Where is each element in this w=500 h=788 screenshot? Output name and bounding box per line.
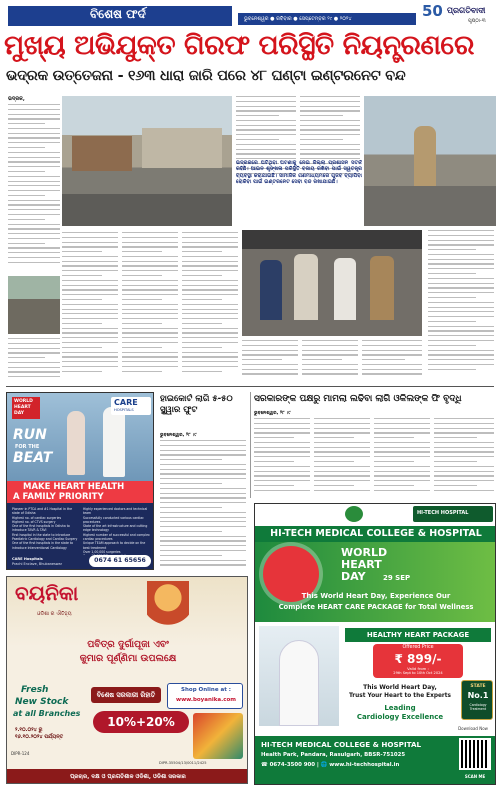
lead-col1-lower-text: [8, 338, 60, 382]
govt-col3-text: [374, 418, 430, 498]
ad-care-address-title: CARE Hospitals: [12, 557, 43, 561]
lead-subheadline: ଭଦ୍ରକ ଉତ୍ତେଜନା - ୧୬୩ ଧାରା ଜାରି ପରେ ୪୮ ଘଣ୍ଟା ଇଣ୍ଟରନେଟ ବନ୍ଦ: [6, 68, 406, 84]
ad-care-tagline2: A FAMILY PRIORITY: [13, 492, 104, 502]
ad-boyanika-durga-figure: [147, 581, 189, 637]
lead-photo-shops: [8, 276, 60, 334]
ad-care-run: RUN: [13, 427, 47, 443]
ad-hitech-footer-address: Health Park, Pandara, Rasulgarh, BBSR-751025: [261, 752, 406, 758]
ad-boyanika-logo: ବୟନିକା: [15, 581, 79, 605]
ad-boyanika-dipr: DIPR-124: [11, 751, 30, 756]
ad-care-tagline-box: [7, 481, 154, 503]
ad-hitech-offered-label: Offered Price: [402, 645, 434, 650]
ad-care-feature: State of the art infrastructure and cutting edge technology: [83, 524, 148, 533]
ad-care-runner-female: [67, 411, 85, 475]
ad-care-feature: First hospital in the state to introduce Paediatric Cardiology and Cardiac Surgery: [12, 532, 78, 542]
ad-care-for-the: FOR THE: [15, 444, 40, 450]
ad-hitech-valid-dates: 29th Sept to 10th Oct 2024: [393, 671, 443, 675]
ad-hitech-offer-2: Complete HEART CARE PACKAGE for Total Wellness: [278, 603, 474, 611]
anniversary-logo: 50: [422, 2, 443, 20]
ad-hitech-whd-2: HEART: [341, 558, 382, 571]
ad-boyanika[interactable]: [6, 576, 248, 784]
ad-hitech-offer-1: This World Heart Day, Experience Our: [301, 592, 451, 600]
ad-hitech-state-label: STATE: [470, 684, 486, 689]
ad-hitech-desc-1: This World Heart Day,: [363, 684, 437, 691]
lead-col10-text: [428, 230, 494, 382]
lead-col9-text: [362, 340, 422, 382]
ad-care-hospitals[interactable]: [6, 392, 154, 570]
ad-hitech-desc-3: Leading: [384, 704, 416, 712]
ad-hitech-footer-bar: [255, 736, 496, 785]
ad-care-features-right: [83, 507, 151, 555]
ad-boyanika-all-branches: at all Branches: [13, 709, 81, 718]
masthead: [0, 0, 500, 28]
lead-col6-text: [182, 232, 238, 382]
lead-headline: ମୁଖ୍ୟ ଅଭିଯୁକ୍ତ ଗିରଫ ପରିସ୍ଥିତି ନିୟନ୍ତ୍ରଣରେ: [4, 30, 474, 61]
ad-boyanika-logo-sub: ଓଡିଶା ର ଐତିହ୍ୟ: [37, 611, 72, 617]
ad-hitech-desc-2: Trust Your Heart to the Experts: [348, 693, 452, 699]
ad-care-brand: CARE: [114, 398, 138, 407]
ad-boyanika-discount: 10%+20%: [93, 711, 189, 733]
ad-care-feature: Pioneer in PTCA and #1 Hospital in the state of Odisha: [12, 507, 73, 516]
ad-care-feature: Highest no. of CTVS surgery: [12, 519, 56, 524]
lead-photo-street: [62, 96, 232, 226]
ad-hitech-logo-label: HI-TECH HOSPITAL: [417, 510, 469, 516]
lead-dateline: ଭଦ୍ରକ,: [8, 96, 25, 102]
ad-hitech-logo-box: [413, 506, 493, 522]
ad-hitech-valid: Valid from :: [407, 666, 429, 671]
ad-care-feature: Highest no. of cardiac surgeries: [12, 515, 62, 520]
hc-text: [160, 440, 246, 574]
section-title-box: [8, 6, 232, 26]
lead-divider: [6, 386, 494, 387]
lead-photo-police: [364, 96, 496, 226]
ad-boyanika-website[interactable]: www.boyanika.com: [175, 697, 237, 703]
section-title: ବିଶେଷ ଫର୍ଦ: [90, 7, 146, 21]
lead-highlight: ଭଦ୍ରକରେ ଘଟିଥିବା ଘଟଣାକୁ ନେଇ ଜିଲ୍ଲା ପ୍ରଶାସନ ସତର୍କ ରହିଛି। ଆଇନ ଶୃଙ୍ଖଳା ପରିସ୍ଥିତି ବଜାୟ ରଖିବା ପାଇଁ ସ୍ୱତନ୍ତ୍ର ବ୍ୟବସ୍ଥା କରାଯାଇଛି। ସାମାଜିକ ଗଣମାଧ୍ୟମରେ ଗୁଜବ ବ୍ୟାପିବା ରୋକିବା ପାଇଁ ଇଣ୍ଟରନେଟ ସେବା ବନ୍ଦ ରଖାଯାଇଛି।: [236, 160, 362, 186]
ad-hitech-footer-contact[interactable]: ☎ 0674-3500 900 | 🌐 www.hi-techhospital.in: [261, 762, 400, 768]
ad-care-beat: BEAT: [13, 450, 53, 466]
ad-care-phone[interactable]: 0674 61 65656: [89, 555, 151, 567]
ad-hitech-doctor-photo: [259, 626, 339, 726]
ad-boyanika-shop-online-box[interactable]: [167, 683, 243, 709]
ad-hitech-desc-4: Cardiology Excellence: [356, 713, 444, 721]
ad-care-features-left: [12, 507, 80, 555]
ad-care-feature: One of the first hospitals in the state to introduce Interventional Cardiology: [12, 541, 73, 550]
lead-photo-officials: [242, 230, 422, 336]
ad-care-feature: Successfully conducted various cardiac procedures: [83, 515, 144, 524]
ad-hitech-whd-1: WORLD: [341, 546, 388, 559]
govt-dateline: ଭୁବନେଶ୍ୱର, ୨୮ ।୯: [254, 411, 291, 416]
ad-boyanika-new-stock: New Stock: [15, 697, 69, 707]
ad-care-logo-box: [111, 397, 151, 415]
hc-dateline: ଭୁବନେଶ୍ୱର, ୨୮ ।୯: [160, 433, 197, 438]
ad-care-feature: Highest number of successful and complex cardiac procedures: [83, 532, 150, 542]
ad-boyanika-festival-2: କୁମାର ପୂର୍ଣ୍ଣିମା ଉପଲକ୍ଷେ: [79, 653, 177, 664]
ad-care-feature: One of the first hospitals in Odisha to introduce TAVR & TAVI: [12, 524, 70, 533]
ad-hitech-logo-badge: [345, 506, 363, 522]
ad-hitech-whd-3: DAY: [341, 570, 366, 583]
ad-hitech-header-title: HI-TECH MEDICAL COLLEGE & HOSPITAL: [270, 528, 482, 539]
ad-hitech-whd-date: 29 SEP: [383, 574, 411, 582]
ad-boyanika-special: ବିଶେଷ ସରକାରୀ ରିହାତି: [91, 687, 161, 703]
ad-care-runner-male: [103, 407, 125, 477]
ad-boyanika-shop-online: Shop Online at :: [181, 687, 231, 693]
ad-care-badge: WORLD HEART DAY: [12, 397, 40, 419]
ad-hitech-no1: No.1: [467, 691, 489, 700]
hc-headline: ହାଇକୋର୍ଟ ଲାଗି ୫-୫୦ ସ୍କ୍ୱାର ଫୁଟ: [160, 394, 233, 415]
ad-hitech[interactable]: [254, 503, 496, 785]
ad-care-feature: Highly experienced doctors and technical team: [83, 507, 148, 516]
page-number: ପୃଷ୍ଠା-୩: [468, 18, 486, 24]
ad-hitech-download[interactable]: Download Now: [458, 726, 488, 731]
ad-hitech-scan: SCAN ME: [464, 774, 486, 779]
lead-col1-text: [8, 104, 60, 272]
ad-hitech-footer-title: HI-TECH MEDICAL COLLEGE & HOSPITAL: [261, 740, 422, 749]
lead-col4-text: [62, 232, 118, 382]
ad-hitech-cardio: Cardiology Treatment: [469, 703, 487, 711]
govt-headline: ସରକାରଙ୍କ ପକ୍ଷରୁ ମାମଲା ଲଢିବା ଲାଗି ଓକିଲଙ୍କ ଫି ବୃଦ୍ଧି: [254, 394, 462, 404]
paper-name: ପ୍ରଗତିବାଦୀ: [447, 6, 486, 15]
govt-col2-text: [314, 418, 370, 498]
ad-care-feature: Over 1,00,000 surgeries: [83, 549, 121, 554]
ad-boyanika-dates: ୨.୧୦.୦୨୪ ରୁ ୧୬.୧୦.୨୦୨୪ ପର୍ଯ୍ୟନ୍ତ: [15, 727, 64, 740]
dateline: ଭୁବନେଶ୍ୱର ● ରବିବାର ● ସେପ୍ଟେମ୍ବର ୨୯ ● ୨୦୨୪: [238, 13, 416, 25]
lead-col8-text: [302, 340, 358, 382]
ad-hitech-package-title: HEALTHY HEART PACKAGE: [345, 628, 491, 642]
column-separator: [250, 392, 251, 498]
ad-care-brand-sub: HOSPITALS: [114, 408, 134, 412]
ad-boyanika-festival-1: ପବିତ୍ର ଦୁର୍ଗାପୂଜା ଏବଂ: [87, 639, 169, 650]
lead-col5-text: [122, 232, 178, 382]
ad-care-address: Prachi Enclave, Bhubaneswar: [12, 562, 63, 566]
ad-boyanika-dipr-right: DIPR-35504/13/0011/2425: [159, 761, 207, 765]
ad-boyanika-footer: ପ୍ରଚାର, ଦକ୍ଷ ଓ ପ୍ରଗତିଶୀଳ ଓଡିଶା, ଓଡିଶା ସରକାର: [7, 769, 248, 784]
ad-boyanika-saree-photo: [193, 713, 243, 759]
lead-col7-text: [242, 340, 298, 382]
ad-care-feature: Unique TEAM approach to decide on the best treatment: [83, 541, 146, 550]
ad-hitech-header-bar: [255, 526, 496, 542]
ad-hitech-hero: [255, 542, 496, 622]
govt-col4-text: [434, 418, 494, 498]
ad-hitech-price-box[interactable]: [373, 644, 463, 678]
ad-care-tagline1: MAKE HEART HEALTH: [23, 482, 125, 492]
ad-hitech-price: ₹ 899/-: [394, 652, 442, 666]
ad-hitech-state-badge: [461, 680, 493, 720]
ad-boyanika-fresh: Fresh: [21, 685, 49, 695]
govt-col1-text: [254, 418, 310, 498]
qr-code-icon[interactable]: [459, 738, 491, 770]
